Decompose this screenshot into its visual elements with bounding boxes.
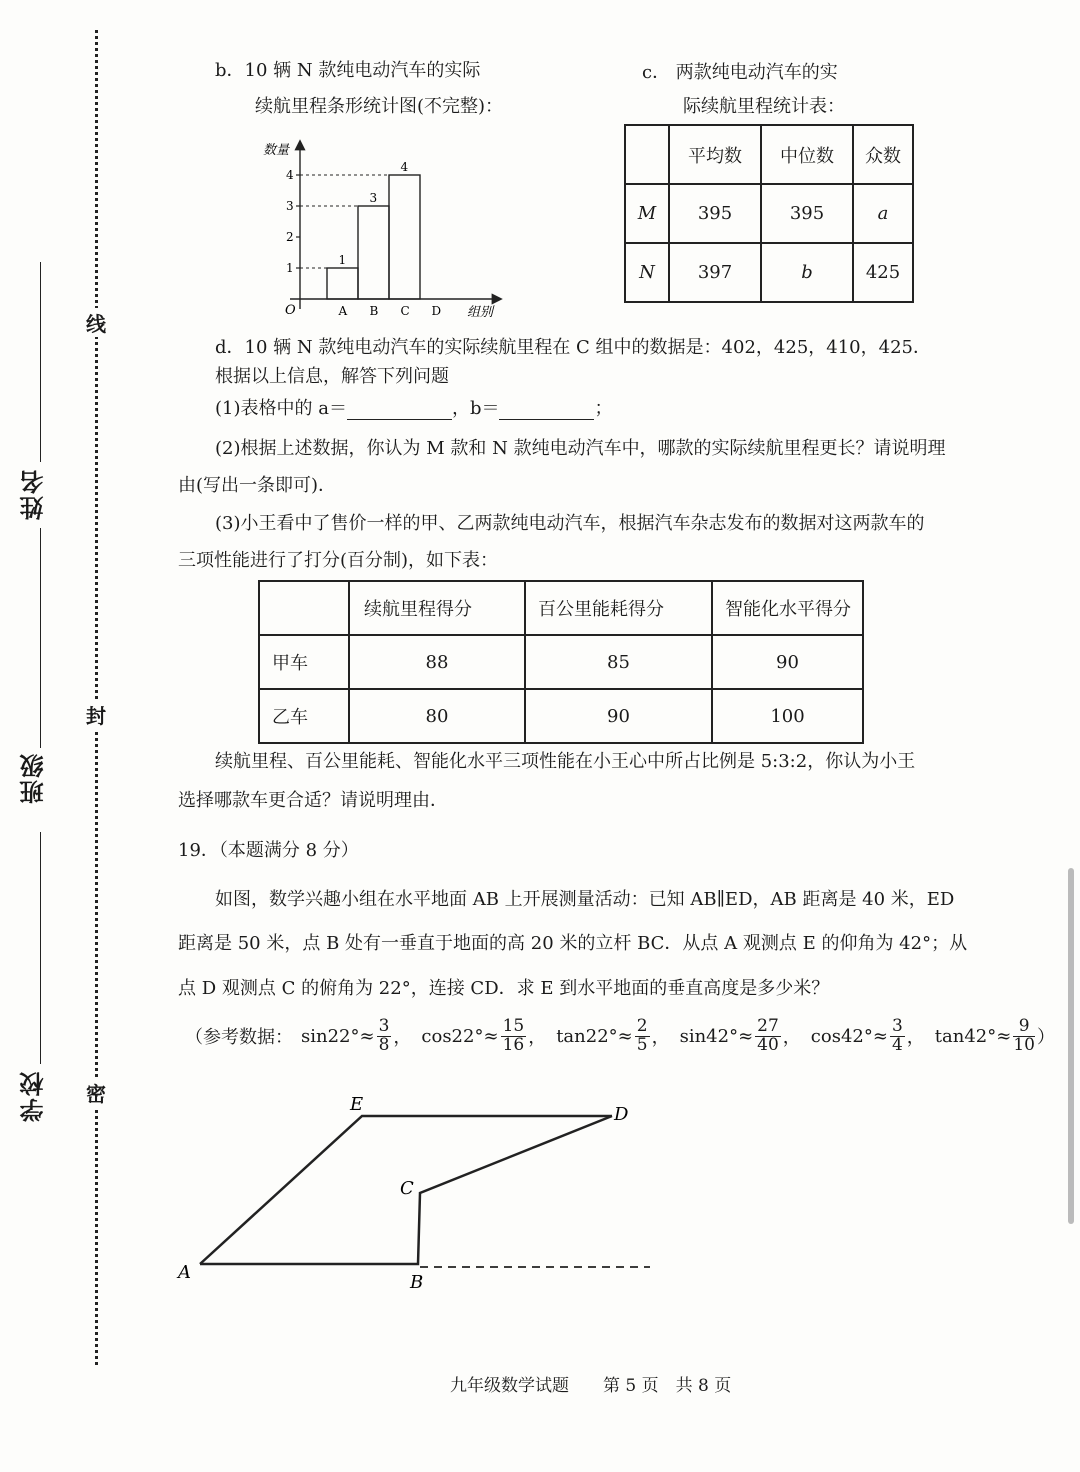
page-footer: 九年级数学试题 第 5 页 共 8 页	[450, 1376, 732, 1396]
score-header-smart: 智能化水平得分	[712, 581, 863, 635]
x-axis-label: 组别	[467, 305, 494, 320]
score-row-label: 甲车	[259, 635, 349, 689]
stats-header-corner	[625, 125, 669, 184]
y-tick-label: 2	[286, 230, 294, 244]
name-field-line-bottom[interactable]	[40, 528, 41, 748]
part-b-line1: b．10 辆 N 款纯电动汽车的实际	[215, 60, 481, 81]
reference-data: （参考数据： sin22°≈ $\frac{3}{8}$ ， cos22°≈ $\frac{15}{16}$ ， tan22°≈ $\frac{2}{5}$ ， sin42°≈ $\frac{27}{40}$ ， cos42°≈ $\frac{3}{4}$ ， tan42°≈ $\frac{9}{10}$ ）	[185, 1016, 1055, 1055]
x-tick-label: B	[369, 304, 379, 318]
q1-mid: ，b＝	[451, 398, 500, 419]
y-tick-label: 4	[286, 168, 294, 182]
bar-value-label: 3	[369, 191, 378, 205]
stats-cell: 425	[853, 243, 913, 302]
y-tick-label: 3	[286, 199, 294, 213]
ref-item: sin42°≈	[679, 1025, 754, 1047]
stats-cell: 397	[669, 243, 761, 302]
point-label-B: B	[410, 1272, 424, 1293]
stats-row-label: M	[625, 184, 669, 243]
stats-header-mode: 众数	[853, 125, 913, 184]
question-2-line2: 由(写出一条即可)．	[178, 475, 337, 496]
class-field-line[interactable]	[40, 832, 41, 1064]
ref-fraction: $\frac{9}{10}$	[1013, 1016, 1035, 1055]
question-19-title: 19．（本题满分 8 分）	[178, 840, 359, 861]
score-header-corner	[259, 581, 349, 635]
x-tick-label: A	[338, 304, 348, 318]
part-d-line2: 根据以上信息，解答下列问题	[215, 366, 449, 387]
ref-open: （参考数据：	[185, 1027, 293, 1049]
point-label-E: E	[350, 1094, 364, 1115]
bar-value-label: 1	[338, 253, 347, 267]
ref-fraction: $\frac{3}{4}$	[891, 1016, 903, 1055]
score-cell: 80	[349, 689, 525, 743]
scrollbar[interactable]	[1068, 868, 1074, 1224]
bar	[389, 175, 420, 299]
score-cell: 85	[525, 635, 712, 689]
ref-item: cos42°≈	[810, 1025, 888, 1047]
x-tick-label: C	[400, 304, 410, 318]
ref-fraction: $\frac{27}{40}$	[757, 1016, 779, 1055]
score-cell: 88	[349, 635, 525, 689]
bar	[358, 206, 389, 299]
question-2-line1: (2)根据上述数据，你认为 M 款和 N 款纯电动汽车中，哪款的实际续航里程更长？请说明理	[215, 438, 946, 459]
ref-item: cos22°≈	[421, 1025, 499, 1047]
binding-label-seal: 封	[86, 700, 106, 729]
ref-close: ）	[1036, 1027, 1055, 1049]
part-b-line2: 续航里程条形统计图(不完整)：	[255, 96, 504, 117]
question-1	[215, 398, 612, 420]
point-label-A: A	[178, 1262, 191, 1283]
x-tick-label: D	[431, 304, 442, 318]
question-19-line3: 点 D 观测点 C 的俯角为 22°，连接 CD．求 E 到水平地面的垂直高度是多少米？	[178, 978, 830, 999]
ref-item: sin22°≈	[301, 1025, 375, 1047]
ref-fraction: $\frac{2}{5}$	[636, 1016, 648, 1055]
score-cell: 90	[712, 635, 863, 689]
ref-item: tan42°≈	[934, 1025, 1012, 1047]
stats-row-label: N	[625, 243, 669, 302]
range-stats-table	[624, 124, 914, 303]
origin-label: O	[285, 303, 296, 318]
ref-item: tan22°≈	[556, 1025, 633, 1047]
question-19-line2: 距离是 50 米，点 B 处有一垂直于地面的高 20 米的立杆 BC．从点 A 观测点 E 的仰角为 42°；从	[178, 933, 968, 954]
stats-header-mean: 平均数	[669, 125, 761, 184]
part-d-line1: d．10 辆 N 款纯电动汽车的实际续航里程在 C 组中的数据是：402，425，410，425．	[215, 337, 931, 358]
question-3-after2: 选择哪款车更合适？请说明理由．	[178, 790, 448, 811]
ref-fraction: $\frac{15}{16}$	[502, 1016, 525, 1055]
point-label-C: C	[400, 1178, 414, 1199]
score-table	[258, 580, 864, 744]
stats-cell: 395	[669, 184, 761, 243]
bar-chart	[245, 132, 515, 327]
bar	[327, 268, 358, 299]
y-tick-label: 1	[286, 261, 294, 275]
answer-blank-b[interactable]	[499, 403, 594, 420]
score-cell: 100	[712, 689, 863, 743]
name-field-line-top[interactable]	[40, 262, 41, 462]
stats-header-median: 中位数	[761, 125, 853, 184]
binding-label-sealed: 密	[86, 1078, 106, 1107]
answer-blank-a[interactable]	[347, 403, 452, 420]
bar-value-label: 4	[400, 160, 409, 174]
question-3-after1: 续航里程、百公里能耗、智能化水平三项性能在小王心中所占比例是 5:3:2，你认为小王	[215, 751, 916, 772]
q1-prefix: (1)表格中的 a＝	[215, 398, 347, 419]
binding-label-line: 线	[86, 308, 106, 337]
q1-suffix: ；	[594, 398, 613, 419]
stats-cell: 395	[761, 184, 853, 243]
point-label-D: D	[614, 1104, 629, 1125]
class-field-label: 班级	[19, 752, 48, 804]
ref-fraction: $\frac{3}{8}$	[378, 1016, 390, 1055]
score-header-range: 续航里程得分	[349, 581, 525, 635]
name-field-label: 姓名	[19, 468, 48, 520]
part-c-line1: c． 两款纯电动汽车的实	[642, 62, 838, 83]
geometry-figure	[170, 1090, 650, 1300]
question-19-line1: 如图，数学兴趣小组在水平地面 AB 上开展测量活动：已知 AB∥ED，AB 距离是 40 米，ED	[215, 889, 955, 910]
score-cell: 90	[525, 689, 712, 743]
binding-dotted-line	[95, 30, 98, 1365]
stats-cell: b	[761, 243, 853, 302]
score-row-label: 乙车	[259, 689, 349, 743]
school-field-label: 学校	[19, 1070, 48, 1122]
stats-cell: a	[853, 184, 913, 243]
y-axis-label: 数量	[263, 143, 290, 158]
question-3-line2: 三项性能进行了打分(百分制)，如下表：	[178, 550, 499, 571]
score-header-energy: 百公里能耗得分	[525, 581, 712, 635]
question-3-line1: (3)小王看中了售价一样的甲、乙两款纯电动汽车，根据汽车杂志发布的数据对这两款车的	[215, 513, 925, 534]
part-c-line2: 际续航里程统计表：	[683, 96, 845, 117]
